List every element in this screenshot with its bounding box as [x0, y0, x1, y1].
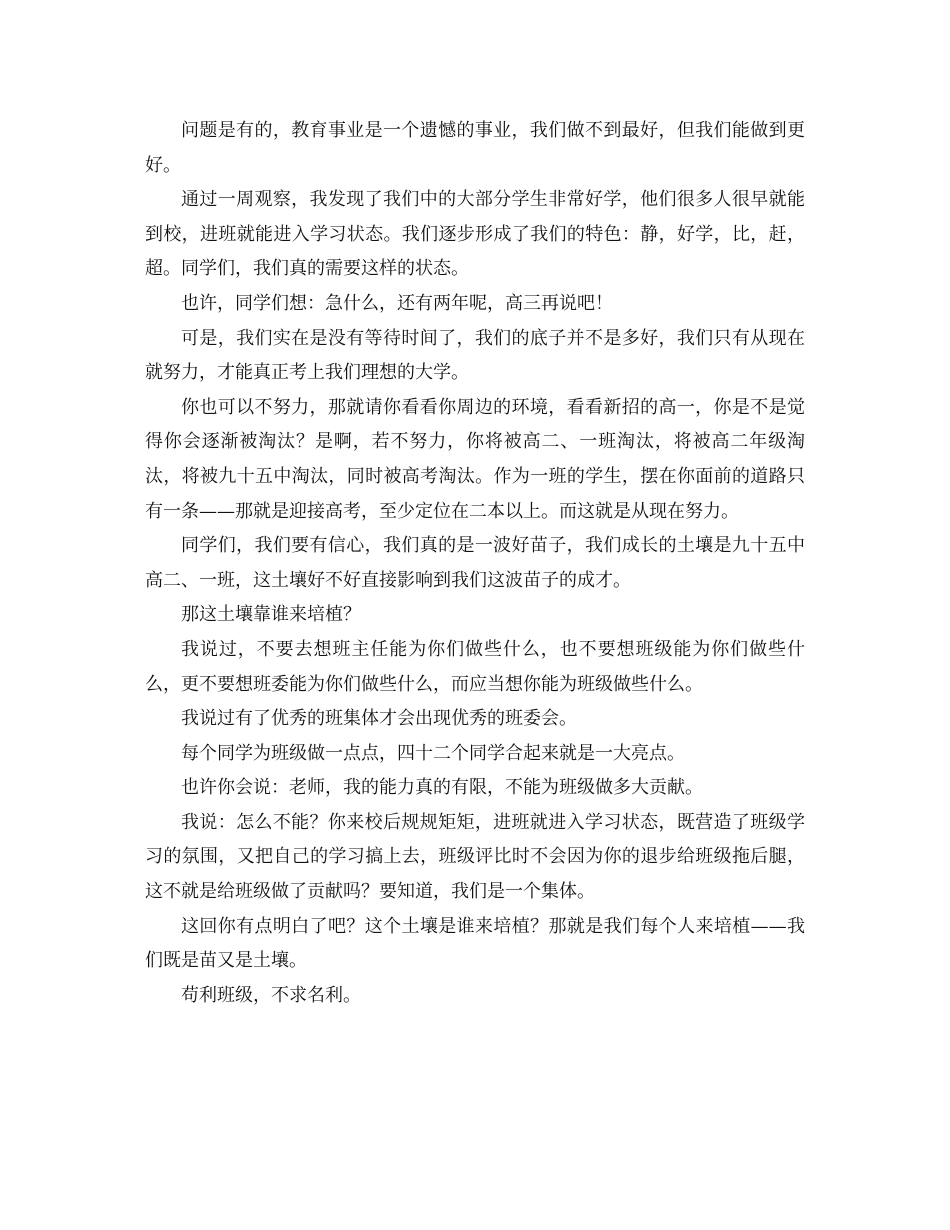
paragraph: 那这土壤靠谁来培植？: [181, 604, 361, 626]
paragraph: 苟利班级，不求名利。: [181, 984, 361, 1006]
paragraph: 我说：怎么不能？你来校后规规矩矩，进班就进入学习状态，既营造了班级学习的氛围，又把自己的学习搞上去，班级评比时不会因为你的退步给班级拖后腿，这不就是给班级做了贡献吗？要知道，我们是一个集体。: [145, 811, 805, 903]
paragraph: 同学们，我们要有信心，我们真的是一波好苗子，我们成长的土壤是九十五中高二、一班，这土壤好不好直接影响到我们这波苗子的成才。: [145, 535, 805, 591]
paragraph: 也许你会说：老师，我的能力真的有限，不能为班级做多大贡献。: [181, 777, 703, 799]
paragraph: 通过一周观察，我发现了我们中的大部分学生非常好学，他们很多人很早就能到校，进班就能进入学习状态。我们逐步形成了我们的特色：静，好学，比，赶，超。同学们，我们真的需要这样的状态。: [145, 189, 805, 280]
paragraph: 我说过，不要去想班主任能为你们做些什么，也不要想班级能为你们做些什么，更不要想班委能为你们做些什么，而应当想你能为班级做些什么。: [145, 638, 805, 695]
paragraph: 我说过有了优秀的班集体才会出现优秀的班委会。: [181, 708, 577, 730]
paragraph: 也许，同学们想：急什么，还有两年呢，高三再说吧！: [181, 292, 613, 314]
document-body: [145, 114, 805, 1013]
paragraph: 可是，我们实在是没有等待时间了，我们的底子并不是多好，我们只有从现在就努力，才能真正考上我们理想的大学。: [145, 327, 805, 384]
paragraph: 你也可以不努力，那就请你看看你周边的环境，看看新招的高一，你是不是觉得你会逐渐被淘汰？是啊，若不努力，你将被高二、一班淘汰，将被高二年级淘汰，将被九十五中淘汰，同时被高考淘汰。作为一班的学生，摆在你面前的道路只有一条——那就是迎接高考，至少定位在二本以上。而这就是从现在努力。: [145, 396, 805, 522]
paragraph: 每个同学为班级做一点点，四十二个同学合起来就是一大亮点。: [181, 742, 685, 764]
paragraph: 这回你有点明白了吧？这个土壤是谁来培植？那就是我们每个人来培植——我们既是苗又是土壤。: [145, 915, 805, 972]
paragraph: 问题是有的，教育事业是一个遗憾的事业，我们做不到最好，但我们能做到更好。: [145, 120, 805, 176]
